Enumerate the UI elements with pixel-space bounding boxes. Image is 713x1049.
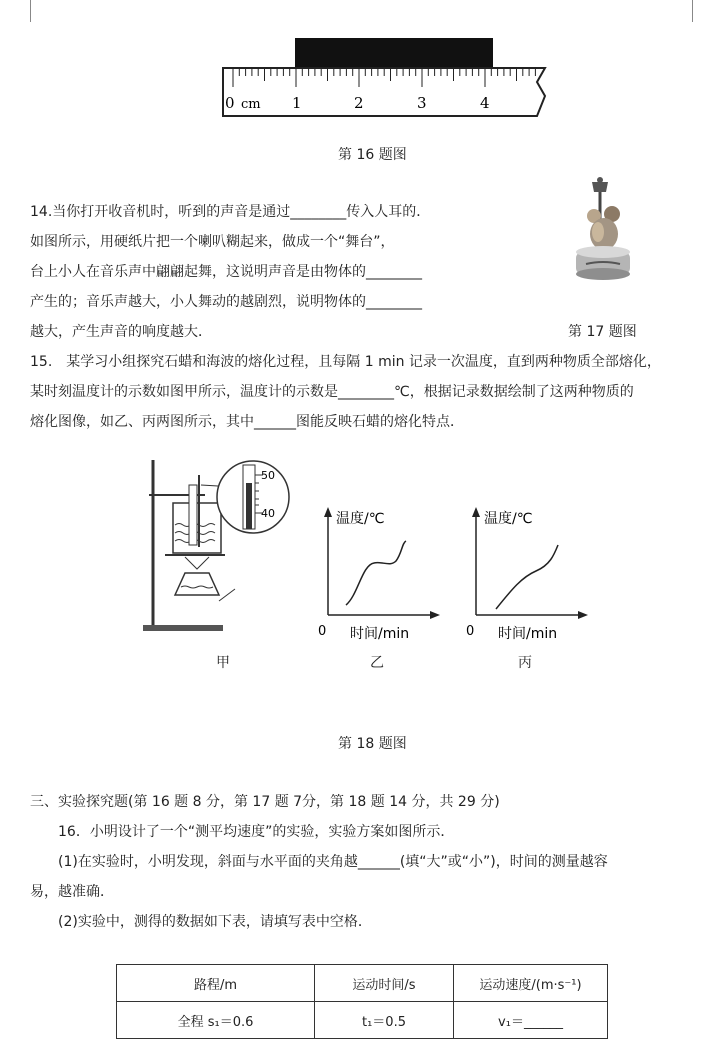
graph-bing-ylabel: 温度/℃ [484,511,533,527]
ruler-label-1: 1 [292,94,302,112]
q14-line-5: 越大，产生声音的响度越大． [30,324,212,340]
panel-label-bing: 丙 [518,655,532,671]
graph-yi-xlabel: 时间/min [350,626,410,642]
ruler-figure [215,32,560,122]
speed-data-table [116,964,608,1039]
graph-bing [466,505,591,645]
q14-line-4: 产生的；音乐声越大，小人舞动的越剧烈，说明物体的________ [30,294,422,310]
fig16-caption: 第 16 题图 [338,147,407,163]
fig18-caption: 第 18 题图 [338,736,407,752]
ruler-unit: cm [241,97,261,112]
panel-label-jia: 甲 [216,655,230,671]
table-cell-time: t₁＝0.5 [315,1002,454,1039]
ruler-label-4: 4 [480,94,490,112]
graph-bing-curve [496,545,558,609]
table-header-row [117,965,608,1002]
graph-bing-xlabel: 时间/min [498,626,558,642]
q16-part2: (2)实验中，测得的数据如下表，请填写表中空格． [58,914,372,930]
q14-line-3: 台上小人在音乐声中翩翩起舞，这说明声音是由物体的________ [30,264,422,280]
table-header-speed: 运动速度/(m·s⁻¹) [454,965,608,1002]
q15-line-1: 15. 某学习小组探究石蜡和海波的熔化过程，且每隔 1 min 记录一次温度，直到两种物质全部熔化， [30,354,661,370]
q16-part1-line-b: 易，越准确． [30,884,114,900]
table-header-time: 运动时间/s [315,965,454,1002]
q14-line-1: 14.当你打开收音机时，听到的声音是通过________传入人耳的． [30,204,431,220]
corner-mark-left [30,0,31,22]
corner-mark-right [692,0,693,22]
fig17-caption: 第 17 题图 [568,324,637,340]
q15-line-3: 熔化图像，如乙、丙两图所示，其中______图能反映石蜡的熔化特点． [30,414,464,430]
thermometer-label-upper: 50 [261,469,275,482]
graph-yi-ylabel: 温度/℃ [336,511,385,527]
table-cell-speed[interactable]: v₁＝______ [454,1002,608,1039]
graph-yi-origin: 0 [318,624,327,639]
graph-yi [318,505,443,645]
table-header-distance: 路程/m [117,965,315,1002]
measured-object [295,38,493,70]
ruler-label-3: 3 [417,94,427,112]
melting-apparatus-figure [135,455,295,635]
graph-bing-origin: 0 [466,624,475,639]
graph-yi-curve [346,541,406,605]
section3-header: 三、实验探究题(第 16 题 8 分，第 17 题 7分，第 18 题 14 分，共 29 分) [30,794,500,810]
q16-intro: 16．小明设计了一个“测平均速度”的实验，实验方案如图所示． [58,824,455,840]
q14-line-2: 如图所示，用硬纸片把一个喇叭糊起来，做成一个“舞台”， [30,234,395,250]
table-cell-distance: 全程 s₁＝0.6 [117,1002,315,1039]
music-box-figure [568,176,638,288]
q16-part1-line-a: (1)在实验时，小明发现，斜面与水平面的夹角越______(填“大”或“小”)，时间的测量越容 [58,854,608,870]
panel-label-yi: 乙 [370,655,384,671]
thermometer-label-lower: 40 [261,507,275,520]
ruler-label-2: 2 [354,94,364,112]
table-row [117,1002,608,1039]
q15-line-2: 某时刻温度计的示数如图甲所示，温度计的示数是________℃，根据记录数据绘制了这两种物质的 [30,384,634,400]
ruler-label-0: 0 [225,94,235,112]
